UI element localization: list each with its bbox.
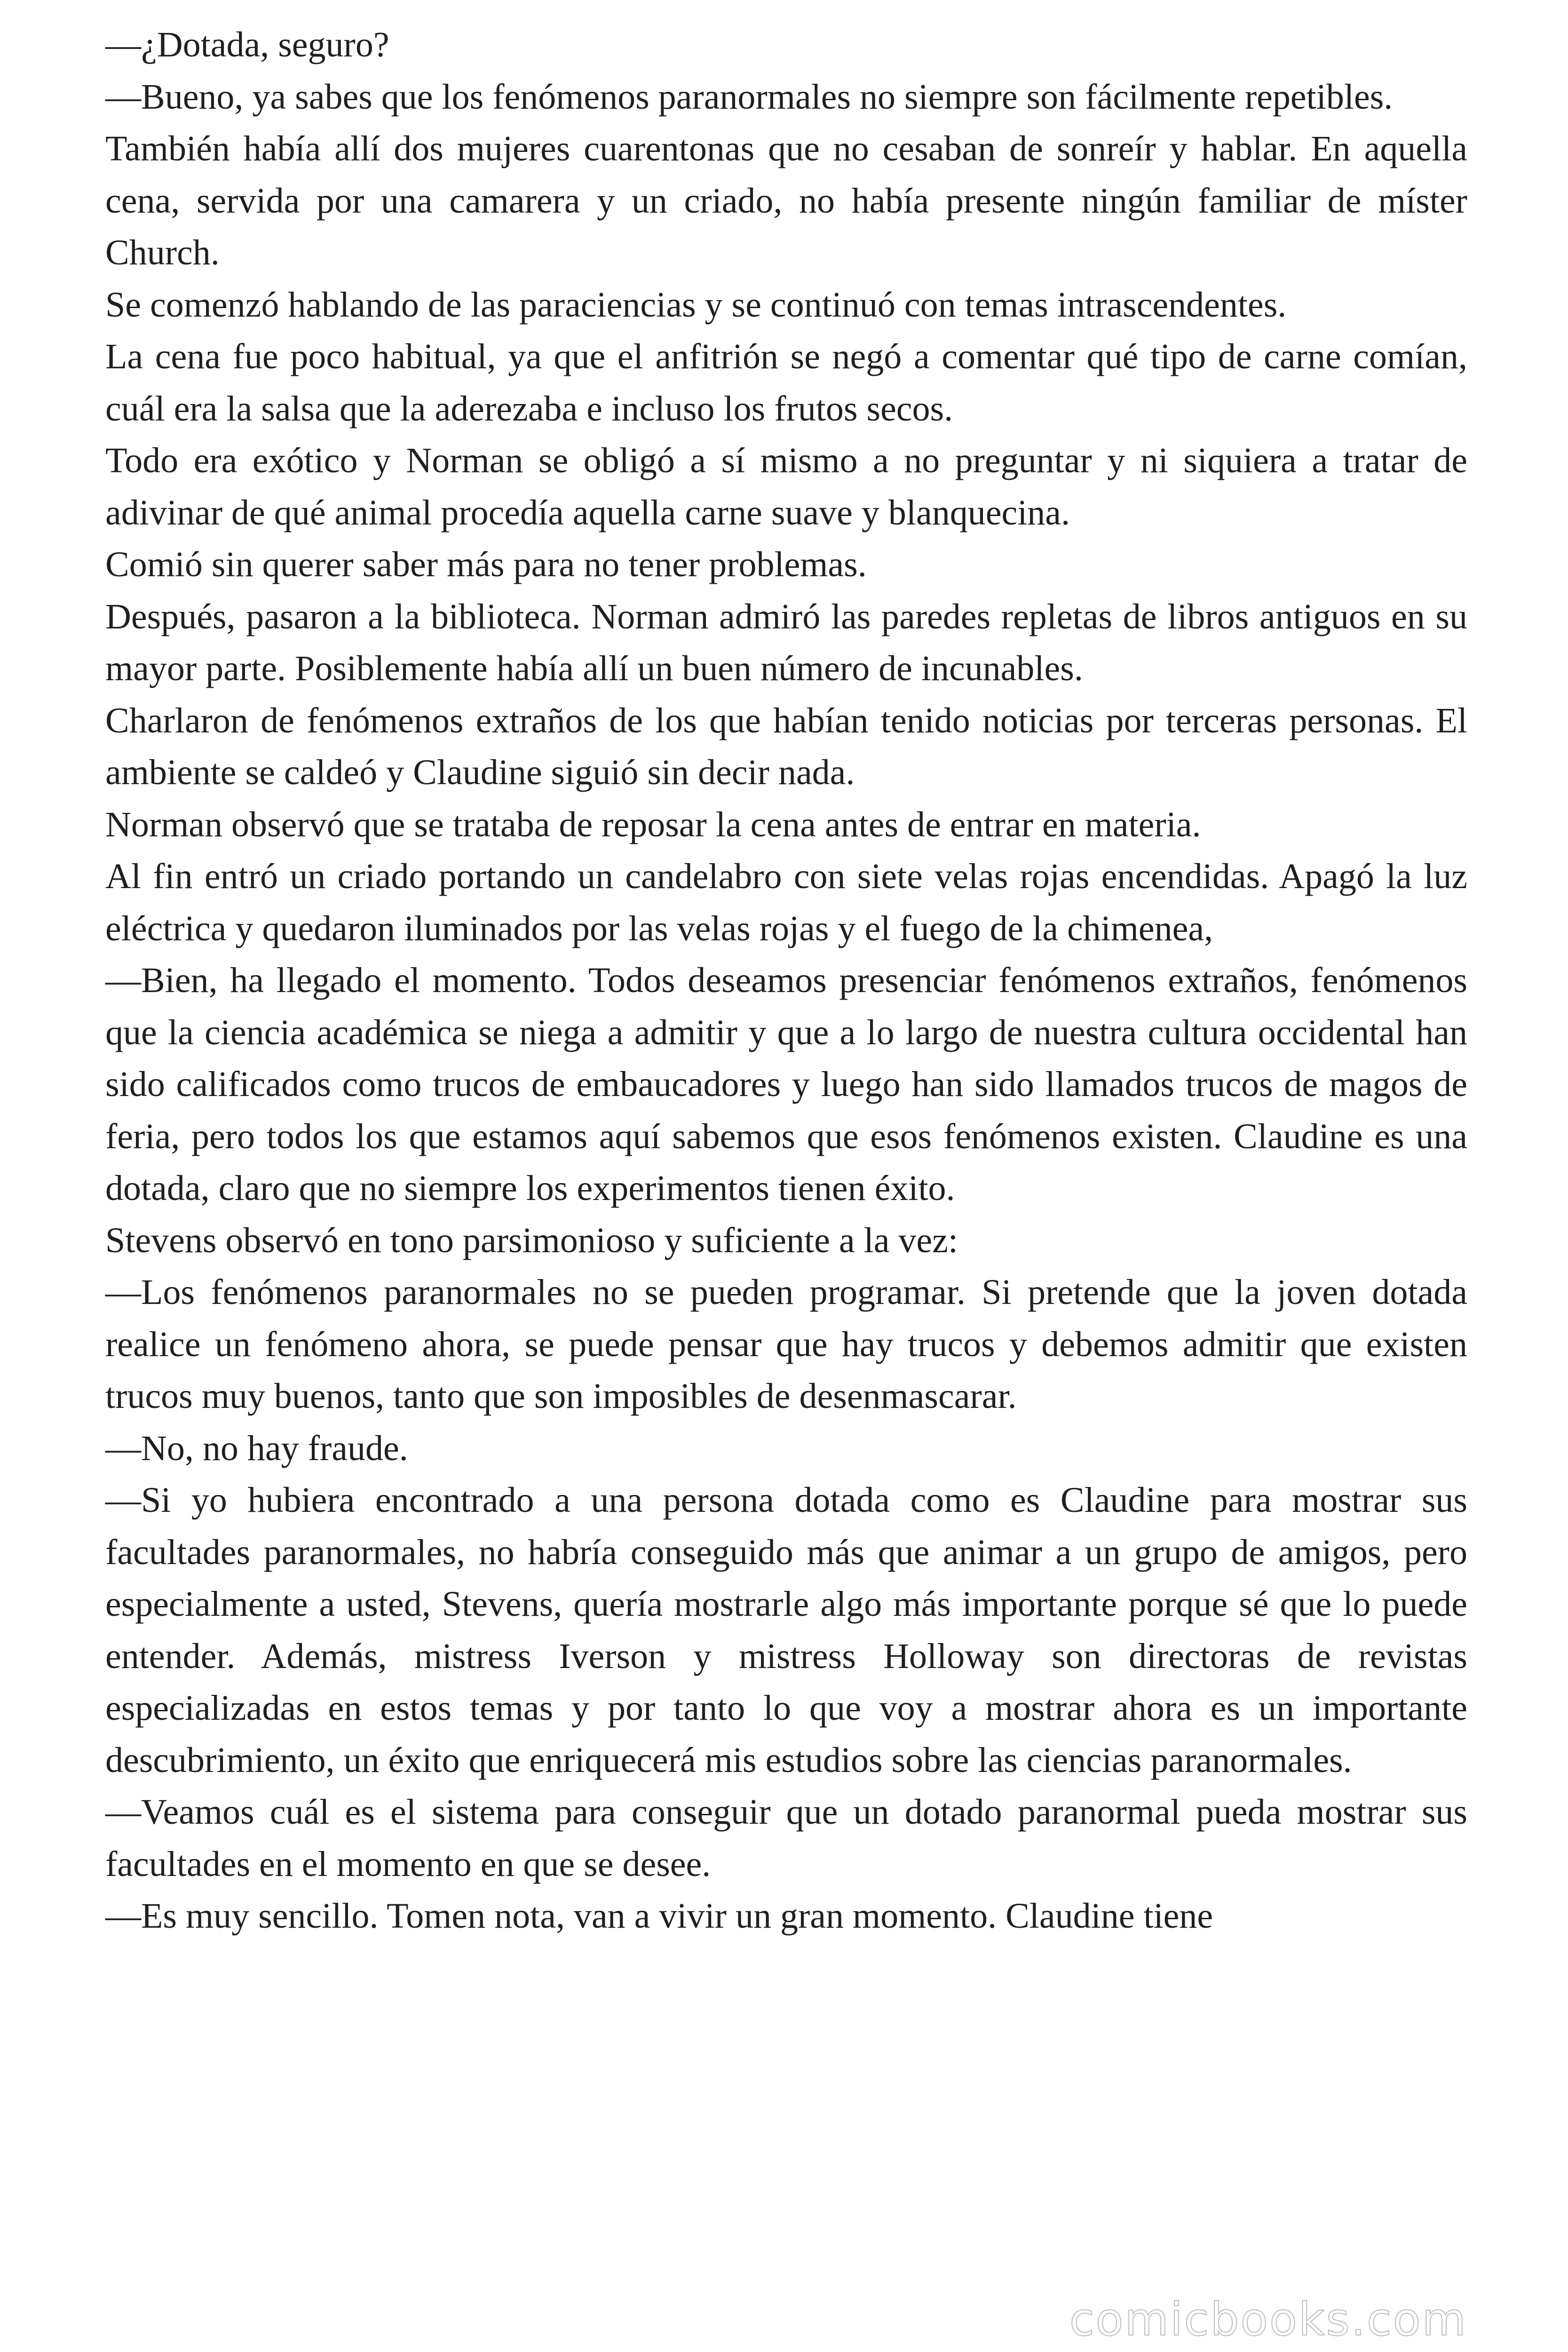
paragraph: Norman observó que se trataba de reposar la cena antes de entrar en materia. [105,804,1201,844]
paragraph: La cena fue poco habitual, ya que el anfitrión se negó a comentar qué tipo de carne comían, cuál era la salsa que la aderezaba e incluso los frutos secos. [105,337,1467,429]
paragraph: Todo era exótico y Norman se obligó a sí mismo a no preguntar y ni siquiera a tratar de adivinar de qué animal procedía aquella carne suave y blanquecina. [105,441,1467,532]
paragraph: —¿Dotada, seguro? [105,25,389,64]
book-page [105,19,1467,2324]
paragraph: —Veamos cuál es el sistema para conseguir que un dotado paranormal pueda mostrar sus facultades en el momento en que se desee. [105,1792,1467,1884]
paragraph: Después, pasaron a la biblioteca. Norman admiró las paredes repletas de libros antiguos en su mayor parte. Posiblemente había allí un buen número de incunables. [105,596,1467,688]
paragraph: Se comenzó hablando de las paraciencias y se continuó con temas intrascendentes. [105,285,1287,325]
paragraph: Comió sin querer saber más para no tener problemas. [105,545,867,584]
paragraph: —No, no hay fraude. [105,1428,408,1468]
paragraph: También había allí dos mujeres cuarentonas que no cesaban de sonreír y hablar. En aquella cena, servida por una camarera y un criado, no había presente ningún familiar de míster Church. [105,129,1467,272]
paragraph: —Los fenómenos paranormales no se pueden programar. Si pretende que la joven dotada realice un fenómeno ahora, se puede pensar que hay trucos y debemos admitir que existen trucos muy buenos, tanto que son imposibles de desenmascarar. [105,1272,1467,1416]
paragraph: —Bueno, ya sabes que los fenómenos paranormales no siempre son fácilmente repetibles. [105,77,1393,117]
site-watermark: comicbooks.com [1069,2293,1467,2346]
paragraph: —Si yo hubiera encontrado a una persona dotada como es Claudine para mostrar sus facultades paranormales, no habría conseguido más que animar a un grupo de amigos, pero especialmente a usted, Stevens, quería mostrarle algo más importante porque sé que lo puede entender. Además, mistress Iverson y mistress Holloway son directoras de revistas especializadas en estos temas y por tanto lo que voy a mostrar ahora es un importante descubrimiento, un éxito que enriquecerá mis estudios sobre las ciencias paranormales. [105,1480,1467,1780]
paragraph: Stevens observó en tono parsimonioso y suficiente a la vez: [105,1220,958,1260]
paragraph: —Es muy sencillo. Tomen nota, van a vivir un gran momento. Claudine tiene [105,1896,1213,1936]
paragraph: Al fin entró un criado portando un candelabro con siete velas rojas encendidas. Apagó la luz eléctrica y quedaron iluminados por las velas rojas y el fuego de la chimenea, [105,857,1467,948]
paragraph: —Bien, ha llegado el momento. Todos deseamos presenciar fenómenos extraños, fenómenos que la ciencia académica se niega a admitir y que a lo largo de nuestra cultura occidental han sido calificados como trucos de embaucadores y luego han sido llamados trucos de magos de feria, pero todos los que estamos aquí sabemos que esos fenómenos existen. Claudine es una dotada, claro que no siempre los experimentos tienen éxito. [105,961,1467,1208]
paragraph: Charlaron de fenómenos extraños de los que habían tenido noticias por terceras personas. El ambiente se caldeó y Claudine siguió sin decir nada. [105,700,1467,792]
